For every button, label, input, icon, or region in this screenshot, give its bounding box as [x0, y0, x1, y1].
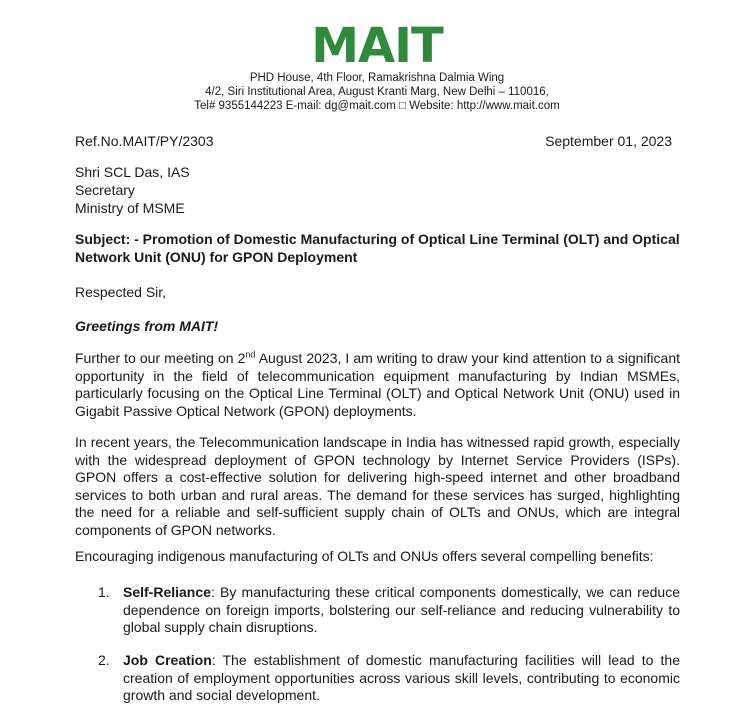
reference-number: Ref.No.MAIT/PY/2303: [75, 133, 214, 149]
subject-line: Subject: - Promotion of Domestic Manufacturing of Optical Line Terminal (OLT) and Optical Network Unit (ONU) for GPON Deployment: [75, 231, 680, 265]
list-number: 1.: [98, 584, 110, 600]
list-item: [98, 584, 680, 637]
list-item-text: [123, 584, 680, 637]
salutation: Respected Sir,: [75, 284, 167, 300]
recipient-title: Secretary: [75, 182, 135, 198]
recipient-block: [75, 163, 190, 217]
address-line-3: Tel# 9355144223 E-mail: dg@mait.com □ Website: http://www.mait.com: [194, 100, 560, 112]
mait-logo: MAIT: [311, 18, 443, 74]
list-item-body: : The establishment of domestic manufacturing facilities will lead to the creation of employment opportunities across various skill levels, contributing to economic growth and social development.: [123, 652, 680, 703]
recipient-name: Shri SCL Das, IAS: [75, 164, 190, 180]
list-item-body: : By manufacturing these critical components domestically, we can reduce dependence on foreign imports, bolstering our self-reliance and reducing vulnerability to global supply chain disruptions.: [123, 584, 680, 635]
para1-sup: nd: [245, 349, 256, 360]
paragraph-2: In recent years, the Telecommunication landscape in India has witnessed rapid growth, especially with the widespread deployment of GPON technology by Internet Service Providers (ISPs). GPON offers a cost-effective solution for delivering high-speed internet and other broadband services to both urban and rural areas. The demand for these services has surged, highlighting the need for a reliable and self-sufficient supply chain of OLTs and ONUs, which are integral components of GPON networks.: [75, 434, 680, 538]
list-item-title: Self-Reliance: [123, 584, 211, 600]
address-line-1: PHD House, 4th Floor, Ramakrishna Dalmia Wing: [249, 72, 505, 84]
greeting: Greetings from MAIT!: [75, 318, 219, 334]
list-number: 2.: [98, 652, 110, 668]
para1-after: August 2023, I am writing to draw your kind attention to a significant opportunity in the field of telecommunication equipment manufacturing by Indian MSMEs, particularly focusing on the Optical Line Terminal (OLT) and Optical Network Unit (ONU) used in Gigabit Passive Optical Network (GPON) deployments.: [75, 350, 680, 419]
list-item-text: [123, 652, 680, 705]
letter-date: September 01, 2023: [545, 133, 672, 149]
para1-before: Further to our meeting on 2: [75, 350, 246, 366]
list-item-title: Job Creation: [123, 652, 212, 668]
recipient-org: Ministry of MSME: [75, 200, 185, 216]
paragraph-1: [75, 350, 680, 420]
address-line-2: 4/2, Siri Institutional Area, August Kranti Marg, New Delhi – 110016,: [205, 86, 549, 98]
paragraph-3: Encouraging indigenous manufacturing of OLTs and ONUs offers several compelling benefits:: [75, 548, 654, 564]
list-item: [98, 652, 680, 705]
